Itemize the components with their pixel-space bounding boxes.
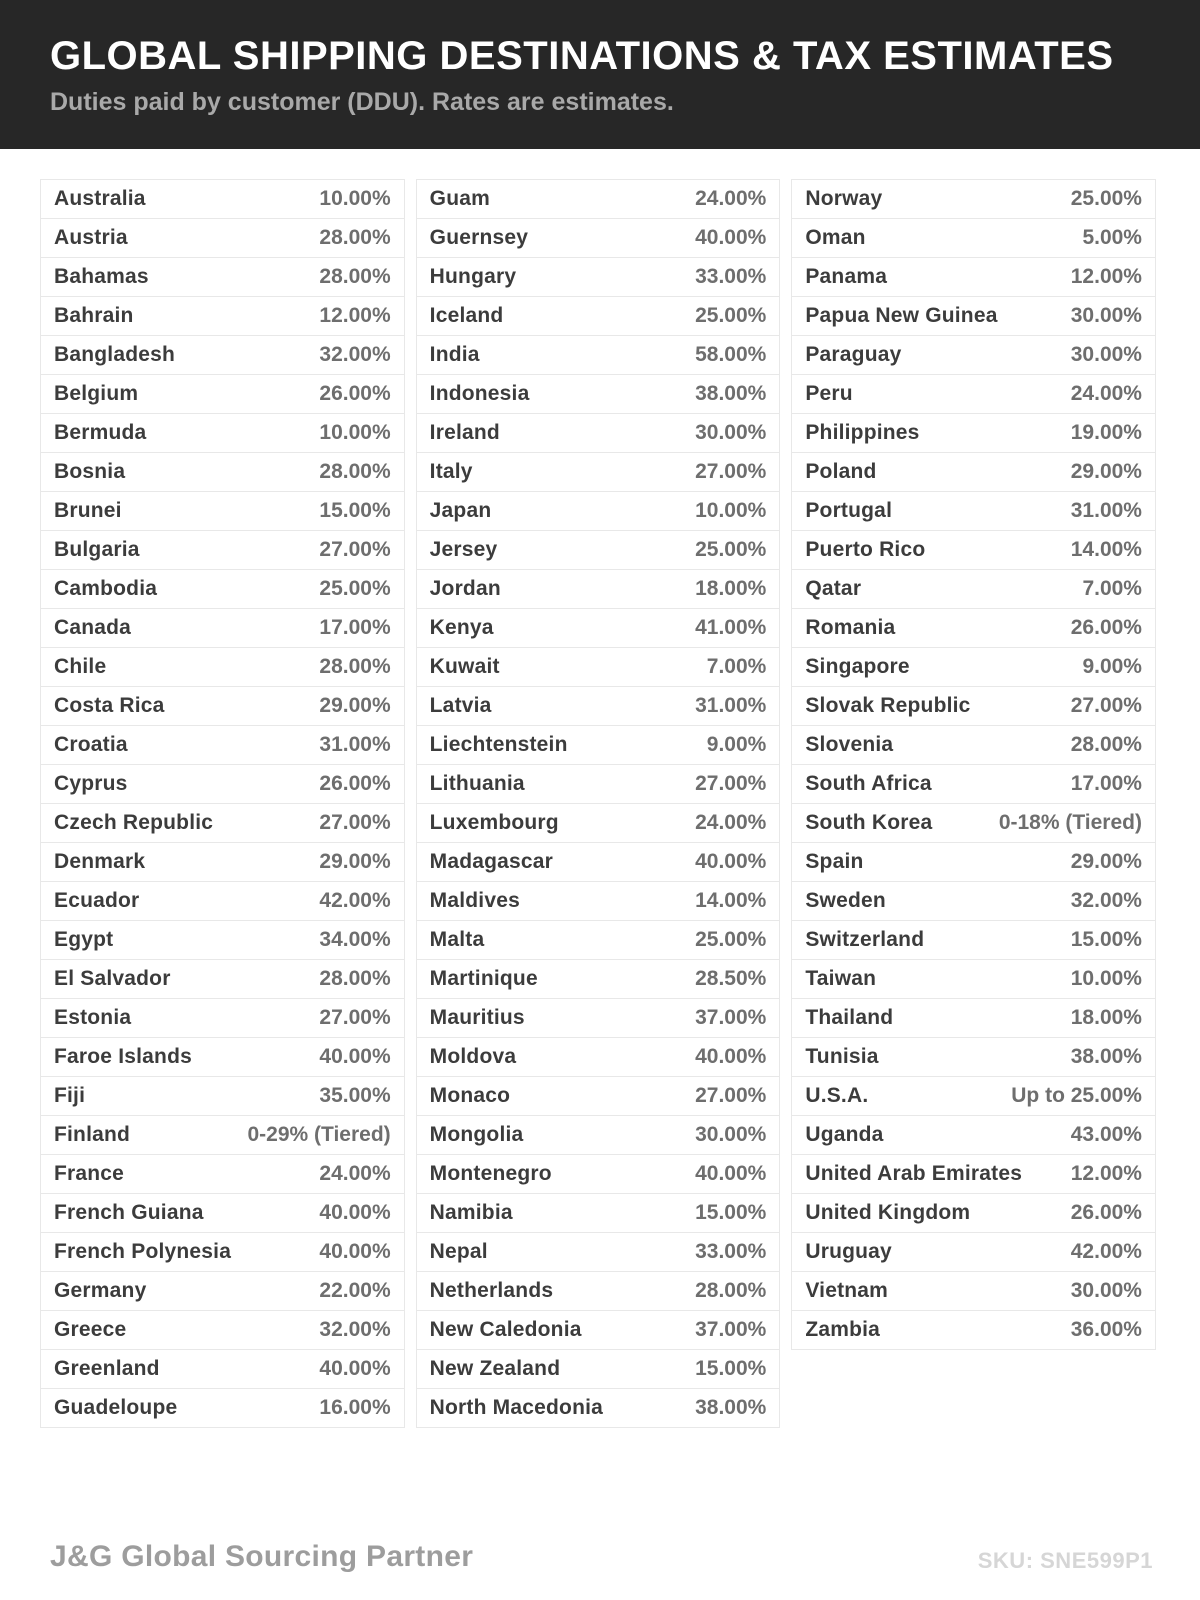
country-name: Slovak Republic (805, 694, 971, 717)
country-name: Estonia (54, 1006, 132, 1029)
tax-rate: 42.00% (319, 889, 391, 912)
tax-rate: 10.00% (319, 187, 391, 210)
table-row (40, 336, 405, 375)
tax-rate: 19.00% (1070, 421, 1142, 444)
country-name: Mauritius (429, 1006, 525, 1029)
tax-rate: 15.00% (695, 1357, 767, 1380)
country-name: Papua New Guinea (805, 304, 998, 327)
table-row (791, 336, 1156, 375)
table-row (416, 1077, 781, 1116)
tax-rate: 32.00% (319, 1318, 391, 1341)
table-row (40, 1077, 405, 1116)
country-name: El Salvador (54, 967, 171, 990)
table-row (416, 414, 781, 453)
country-name: Croatia (54, 733, 128, 756)
table-row (416, 453, 781, 492)
tax-rate: 24.00% (319, 1162, 391, 1185)
table-row (40, 1389, 405, 1428)
table-row (791, 570, 1156, 609)
country-name: Uruguay (805, 1240, 892, 1263)
country-name: Lithuania (429, 772, 525, 795)
tax-rate: 33.00% (695, 265, 767, 288)
table-row (40, 804, 405, 843)
tax-rate: 0-29% (Tiered) (247, 1123, 391, 1146)
tax-rate: 15.00% (319, 499, 391, 522)
country-name: Finland (54, 1123, 131, 1146)
table-row (416, 999, 781, 1038)
country-name: New Caledonia (429, 1318, 582, 1341)
table-row (40, 180, 405, 219)
country-name: Chile (54, 655, 107, 678)
country-name: Zambia (805, 1318, 881, 1341)
header (0, 0, 1200, 149)
country-name: Qatar (805, 577, 862, 600)
tax-rate: 28.00% (319, 265, 391, 288)
table-row (416, 1311, 781, 1350)
table-row (416, 1389, 781, 1428)
country-name: South Korea (805, 811, 933, 834)
country-name: Sweden (805, 889, 886, 912)
table-row (791, 1311, 1156, 1350)
tax-rate: Up to 25.00% (1011, 1084, 1142, 1107)
tax-rate: 12.00% (1070, 265, 1142, 288)
country-name: Norway (805, 187, 883, 210)
country-name: Bosnia (54, 460, 126, 483)
table-row (416, 648, 781, 687)
table-row (791, 921, 1156, 960)
tax-rate: 7.00% (1082, 577, 1142, 600)
table-row (40, 414, 405, 453)
table-row (40, 687, 405, 726)
tax-rate: 26.00% (1070, 616, 1142, 639)
table-row (791, 1194, 1156, 1233)
table-row (791, 843, 1156, 882)
country-name: Jordan (429, 577, 501, 600)
country-name: Austria (54, 226, 128, 249)
tax-rate: 31.00% (319, 733, 391, 756)
tax-rate: 24.00% (695, 811, 767, 834)
country-name: Denmark (54, 850, 146, 873)
tax-rate: 17.00% (319, 616, 391, 639)
tax-rate: 26.00% (1070, 1201, 1142, 1224)
tax-rate: 30.00% (1070, 304, 1142, 327)
country-name: Slovenia (805, 733, 894, 756)
table-row (791, 1077, 1156, 1116)
tax-rate: 41.00% (695, 616, 767, 639)
country-name: Singapore (805, 655, 910, 678)
country-name: Namibia (429, 1201, 513, 1224)
tax-rate: 40.00% (319, 1201, 391, 1224)
table-row (40, 1116, 405, 1155)
country-name: United Arab Emirates (805, 1162, 1023, 1185)
table-row (791, 531, 1156, 570)
page-title: GLOBAL SHIPPING DESTINATIONS & TAX ESTIMATES (50, 34, 1114, 78)
table-row (416, 1194, 781, 1233)
table-row (416, 921, 781, 960)
country-name: India (429, 343, 480, 366)
table-row (416, 336, 781, 375)
table-row (40, 1155, 405, 1194)
country-name: South Africa (805, 772, 932, 795)
tax-rate: 29.00% (319, 850, 391, 873)
table-row (40, 375, 405, 414)
tax-rate: 30.00% (695, 1123, 767, 1146)
tax-rate: 27.00% (695, 460, 767, 483)
table-row (791, 492, 1156, 531)
country-name: Bermuda (54, 421, 147, 444)
tax-rate: 27.00% (319, 538, 391, 561)
tax-rate: 29.00% (319, 694, 391, 717)
country-name: Kenya (429, 616, 494, 639)
tax-rate: 28.50% (695, 967, 767, 990)
tax-rate: 15.00% (1070, 928, 1142, 951)
country-name: Tunisia (805, 1045, 879, 1068)
rates-column-1 (40, 179, 405, 1428)
country-name: New Zealand (429, 1357, 561, 1380)
table-row (791, 1038, 1156, 1077)
table-row (791, 297, 1156, 336)
table-row (40, 492, 405, 531)
country-name: Belgium (54, 382, 139, 405)
tax-rate: 22.00% (319, 1279, 391, 1302)
tax-rate: 28.00% (319, 967, 391, 990)
country-name: Taiwan (805, 967, 877, 990)
tax-rate: 28.00% (319, 226, 391, 249)
country-name: Montenegro (429, 1162, 552, 1185)
table-row (40, 1233, 405, 1272)
tax-rate: 33.00% (695, 1240, 767, 1263)
country-name: Ireland (429, 421, 500, 444)
country-name: Luxembourg (429, 811, 559, 834)
table-row (416, 1233, 781, 1272)
country-name: Fiji (54, 1084, 86, 1107)
table-row (416, 765, 781, 804)
table-row (40, 960, 405, 999)
country-name: Poland (805, 460, 877, 483)
table-row (40, 843, 405, 882)
country-name: Czech Republic (54, 811, 214, 834)
rates-column-2 (416, 179, 781, 1428)
table-row (40, 1350, 405, 1389)
table-row (416, 804, 781, 843)
table-row (791, 375, 1156, 414)
table-row (40, 570, 405, 609)
table-row (416, 375, 781, 414)
country-name: Moldova (429, 1045, 517, 1068)
table-row (416, 1038, 781, 1077)
country-name: Romania (805, 616, 896, 639)
tax-rate: 18.00% (1070, 1006, 1142, 1029)
country-name: Nepal (429, 1240, 488, 1263)
table-row (791, 414, 1156, 453)
country-name: Bahamas (54, 265, 149, 288)
country-name: Peru (805, 382, 853, 405)
country-name: Paraguay (805, 343, 902, 366)
tax-rate: 26.00% (319, 382, 391, 405)
table-row (416, 1116, 781, 1155)
tax-rate: 24.00% (695, 187, 767, 210)
table-row (416, 1272, 781, 1311)
country-name: Cambodia (54, 577, 158, 600)
tax-rate: 0-18% (Tiered) (998, 811, 1142, 834)
country-name: North Macedonia (429, 1396, 604, 1419)
country-name: Bulgaria (54, 538, 140, 561)
sku-label: SKU: SNE599P1 (977, 1548, 1153, 1573)
table-row (40, 297, 405, 336)
tax-rate: 29.00% (1070, 850, 1142, 873)
table-row (791, 804, 1156, 843)
country-name: Liechtenstein (429, 733, 568, 756)
tax-rate: 40.00% (695, 226, 767, 249)
country-name: Italy (429, 460, 473, 483)
table-row (791, 726, 1156, 765)
tax-rate: 9.00% (706, 733, 767, 756)
tax-rate: 43.00% (1070, 1123, 1142, 1146)
tax-rate: 18.00% (695, 577, 767, 600)
tax-rate: 25.00% (319, 577, 391, 600)
table-row (416, 687, 781, 726)
country-name: Cyprus (54, 772, 128, 795)
tax-rate: 40.00% (319, 1357, 391, 1380)
country-name: Costa Rica (54, 694, 165, 717)
country-name: Bahrain (54, 304, 134, 327)
country-name: Hungary (429, 265, 517, 288)
table-row (416, 1155, 781, 1194)
tax-rate: 15.00% (695, 1201, 767, 1224)
table-row (40, 726, 405, 765)
tax-rate: 32.00% (319, 343, 391, 366)
table-row (791, 765, 1156, 804)
table-row (40, 765, 405, 804)
tax-rate: 10.00% (1070, 967, 1142, 990)
country-name: Canada (54, 616, 132, 639)
country-name: United Kingdom (805, 1201, 971, 1224)
tax-rate: 5.00% (1082, 226, 1142, 249)
country-name: Spain (805, 850, 864, 873)
table-row (416, 531, 781, 570)
table-row (416, 219, 781, 258)
country-name: Puerto Rico (805, 538, 926, 561)
tax-rate: 14.00% (1070, 538, 1142, 561)
table-row (40, 609, 405, 648)
tax-rate: 40.00% (319, 1045, 391, 1068)
tax-rate: 27.00% (319, 1006, 391, 1029)
tax-rate: 27.00% (1070, 694, 1142, 717)
tax-rate: 7.00% (706, 655, 767, 678)
table-row (416, 492, 781, 531)
tax-rate: 10.00% (319, 421, 391, 444)
table-row (791, 1116, 1156, 1155)
tax-rate: 40.00% (319, 1240, 391, 1263)
table-row (40, 1272, 405, 1311)
tax-rate: 14.00% (695, 889, 767, 912)
country-name: Jersey (429, 538, 498, 561)
table-row (40, 258, 405, 297)
table-row (416, 882, 781, 921)
tax-rate: 27.00% (695, 1084, 767, 1107)
tax-rate: 12.00% (319, 304, 391, 327)
table-row (416, 180, 781, 219)
country-name: Thailand (805, 1006, 894, 1029)
tax-rate: 38.00% (695, 382, 767, 405)
tax-rate: 29.00% (1070, 460, 1142, 483)
country-name: Greece (54, 1318, 127, 1341)
tax-rate: 12.00% (1070, 1162, 1142, 1185)
tax-rate: 31.00% (1070, 499, 1142, 522)
tax-rate: 40.00% (695, 1162, 767, 1185)
country-name: Australia (54, 187, 146, 210)
country-name: Monaco (429, 1084, 511, 1107)
tax-rate: 38.00% (1070, 1045, 1142, 1068)
table-row (40, 882, 405, 921)
table-row (416, 726, 781, 765)
country-name: Panama (805, 265, 888, 288)
country-name: Latvia (429, 694, 492, 717)
table-row (791, 258, 1156, 297)
tax-rate: 30.00% (1070, 1279, 1142, 1302)
country-name: Kuwait (429, 655, 500, 678)
tax-rate: 36.00% (1070, 1318, 1142, 1341)
tax-rate: 28.00% (319, 460, 391, 483)
tax-rate: 27.00% (695, 772, 767, 795)
table-row (791, 1155, 1156, 1194)
country-name: Iceland (429, 304, 504, 327)
rates-table (0, 149, 1200, 1428)
table-row (416, 258, 781, 297)
table-row (416, 1350, 781, 1389)
table-row (40, 1311, 405, 1350)
country-name: Egypt (54, 928, 114, 951)
table-row (791, 1233, 1156, 1272)
country-name: Uganda (805, 1123, 884, 1146)
tax-rate: 10.00% (695, 499, 767, 522)
country-name: Maldives (429, 889, 520, 912)
table-row (40, 531, 405, 570)
table-row (416, 570, 781, 609)
country-name: Philippines (805, 421, 920, 444)
country-name: Indonesia (429, 382, 530, 405)
country-name: Mongolia (429, 1123, 524, 1146)
table-row (40, 1194, 405, 1233)
tax-rate: 38.00% (695, 1396, 767, 1419)
country-name: French Polynesia (54, 1240, 232, 1263)
tax-rate: 28.00% (319, 655, 391, 678)
country-name: Guadeloupe (54, 1396, 178, 1419)
country-name: Madagascar (429, 850, 554, 873)
table-row (791, 219, 1156, 258)
tax-rate: 40.00% (695, 1045, 767, 1068)
table-row (791, 1272, 1156, 1311)
tax-rate: 16.00% (319, 1396, 391, 1419)
table-row (40, 648, 405, 687)
country-name: Malta (429, 928, 485, 951)
tax-rate: 32.00% (1070, 889, 1142, 912)
table-row (791, 960, 1156, 999)
tax-rate: 37.00% (695, 1006, 767, 1029)
tax-rate: 34.00% (319, 928, 391, 951)
country-name: Netherlands (429, 1279, 554, 1302)
tax-rate: 35.00% (319, 1084, 391, 1107)
tax-rate: 58.00% (695, 343, 767, 366)
table-row (416, 297, 781, 336)
table-row (791, 999, 1156, 1038)
tax-rate: 30.00% (1070, 343, 1142, 366)
rates-column-3 (791, 179, 1156, 1350)
country-name: U.S.A. (805, 1084, 869, 1107)
country-name: Greenland (54, 1357, 160, 1380)
tax-rate: 25.00% (695, 304, 767, 327)
footer (0, 1540, 1200, 1600)
tax-rate: 9.00% (1082, 655, 1142, 678)
table-row (416, 843, 781, 882)
tax-rate: 30.00% (695, 421, 767, 444)
tax-rate: 25.00% (695, 928, 767, 951)
country-name: Martinique (429, 967, 538, 990)
tax-rate: 40.00% (695, 850, 767, 873)
tax-rate: 26.00% (319, 772, 391, 795)
country-name: Guernsey (429, 226, 529, 249)
tax-rate: 27.00% (319, 811, 391, 834)
tax-rate: 25.00% (1070, 187, 1142, 210)
country-name: Germany (54, 1279, 147, 1302)
table-row (791, 882, 1156, 921)
table-row (40, 219, 405, 258)
tax-rate: 42.00% (1070, 1240, 1142, 1263)
tax-rate: 28.00% (695, 1279, 767, 1302)
country-name: Vietnam (805, 1279, 889, 1302)
tax-rate: 28.00% (1070, 733, 1142, 756)
tax-rate: 25.00% (695, 538, 767, 561)
tax-rate: 37.00% (695, 1318, 767, 1341)
country-name: Bangladesh (54, 343, 176, 366)
country-name: Faroe Islands (54, 1045, 192, 1068)
country-name: Guam (429, 187, 490, 210)
country-name: Switzerland (805, 928, 925, 951)
table-row (40, 921, 405, 960)
country-name: Oman (805, 226, 866, 249)
country-name: Japan (429, 499, 492, 522)
table-row (416, 960, 781, 999)
tax-rate: 31.00% (695, 694, 767, 717)
table-row (791, 180, 1156, 219)
brand-name: J&G Global Sourcing Partner (50, 1540, 474, 1573)
country-name: Portugal (805, 499, 893, 522)
tax-rate: 17.00% (1070, 772, 1142, 795)
tax-rate: 24.00% (1070, 382, 1142, 405)
table-row (40, 453, 405, 492)
table-row (791, 687, 1156, 726)
table-row (40, 999, 405, 1038)
table-row (791, 609, 1156, 648)
table-row (791, 453, 1156, 492)
country-name: France (54, 1162, 125, 1185)
country-name: Brunei (54, 499, 122, 522)
table-row (40, 1038, 405, 1077)
country-name: Ecuador (54, 889, 140, 912)
table-row (416, 609, 781, 648)
page-subtitle: Duties paid by customer (DDU). Rates are estimates. (50, 88, 674, 116)
country-name: French Guiana (54, 1201, 204, 1224)
table-row (791, 648, 1156, 687)
